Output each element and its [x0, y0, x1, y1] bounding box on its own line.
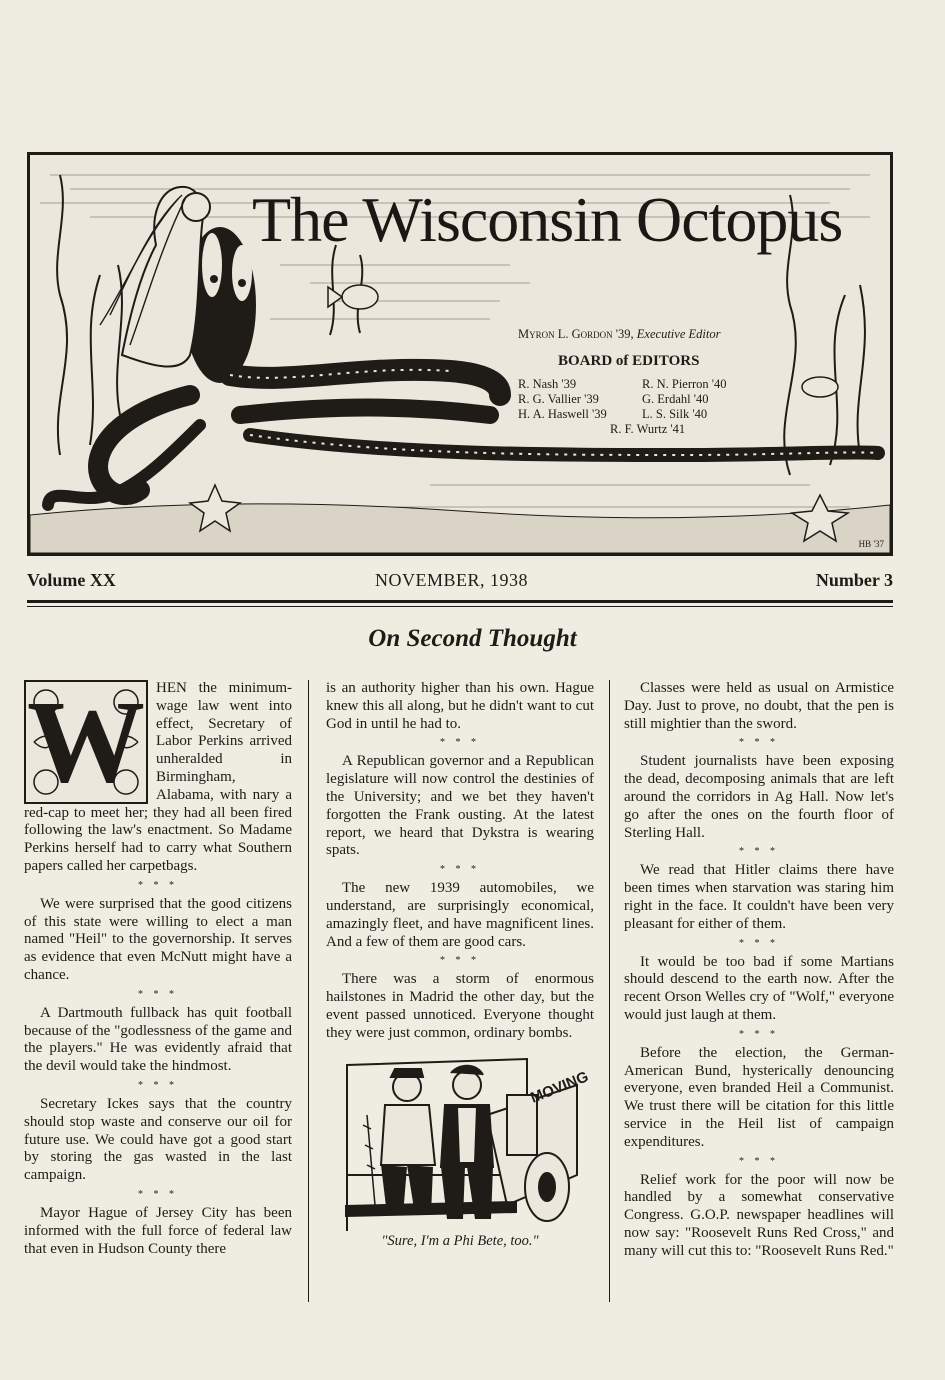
editor-name: R. N. Pierron '40 — [642, 377, 727, 391]
paragraph: The new 1939 automobiles, we understand, are surprisingly economical, amazingly fleet, and have magnificent lines. And a few of them are good cars. — [326, 880, 594, 950]
volume-label: Volume XX — [27, 570, 116, 590]
paragraph: Mayor Hague of Jersey City has been informed with the full force of federal law that even in Hudson County there — [24, 1204, 292, 1257]
paragraph: There was a storm of enormous hailstones in Madrid the other day, but the event passed unnoticed. Everyone thought they were just common, ordinary bombs. — [326, 971, 594, 1041]
editor-row — [518, 377, 818, 392]
column-1 — [24, 676, 292, 1258]
separator-stars: * * * — [739, 737, 779, 749]
board-of-editors-heading: BOARD of EDITORS — [558, 353, 700, 369]
cartoon-illustration — [337, 1055, 591, 1231]
executive-editor-role: Executive Editor — [636, 327, 721, 341]
magazine-title: The Wisconsin Octopus — [252, 184, 843, 255]
paragraph: We read that Hitler claims there have been times when starvation was staring him right in the face. It couldn't have been very pleasant for either of them. — [624, 862, 894, 932]
editor-name: R. F. Wurtz '41 — [610, 422, 686, 436]
decorative-drop-cap — [24, 676, 148, 807]
column-divider — [308, 680, 309, 1302]
editor-row — [518, 392, 818, 407]
drop-cap-letter: W — [27, 676, 145, 807]
editor-name: L. S. Silk '40 — [642, 407, 708, 421]
paragraph: Before the election, the German-American Bund, hysterically denouncing everyone, even branded Heil a Communist. We trust there will be citation for this little service in the Heil list of campaign expenditures. — [624, 1044, 894, 1150]
paragraph: Classes were held as usual on Armistice Day. Just to prove, no doubt, that the pen is still mightier than the sword. — [624, 680, 894, 732]
paragraph: HEN the minimum-wage law went into effect, Secretary of Labor Perkins arrived unheralded in Birmingham, Alabama, with nary a red-cap to meet her; they had all been fired following the law's enactment. So Madame Perkins herself had to carry what Southern papers called her carpetbags. — [24, 680, 292, 874]
section-title: On Second Thought — [368, 625, 577, 652]
executive-editor-line — [518, 327, 848, 342]
column-divider — [609, 680, 610, 1302]
separator-stars: * * * — [739, 937, 779, 949]
separator-stars: * * * — [739, 1028, 779, 1040]
separator-stars: * * * — [739, 846, 779, 858]
separator-stars: * * * — [138, 988, 178, 1000]
editor-name: H. A. Haswell '39 — [518, 407, 607, 421]
paragraph: Student journalists have been exposing the dead, decomposing animals that are left around the corridors in Ag Hall. Now let's go after the ones on the fourth floor of Sterling Hall. — [624, 753, 894, 841]
separator-stars: * * * — [138, 1079, 178, 1091]
moving-van-cartoon — [337, 1055, 591, 1231]
paragraph: is an authority higher than his own. Hague knew this all along, but he didn't want to cut God in until he had to. — [326, 680, 594, 732]
issue-info-bar — [27, 570, 893, 592]
column-3 — [624, 680, 894, 1261]
paragraph: It would be too bad if some Martians should descend to the earth now. After the recent Orson Welles cry of "Wolf," everyone would just laugh at them. — [624, 953, 894, 1023]
editor-name: G. Erdahl '40 — [642, 392, 709, 406]
paragraph: A Dartmouth fullback has quit football because of the "godlessness of the game and the players." He was evidently afraid that the devil would take the hindmost. — [24, 1004, 292, 1075]
double-rule-thick — [27, 600, 893, 603]
masthead-illustration — [27, 152, 893, 556]
column-2 — [326, 680, 594, 1250]
issue-date: NOVEMBER, 1938 — [375, 570, 529, 590]
separator-stars: * * * — [138, 1188, 178, 1200]
editor-row — [518, 407, 818, 422]
separator-stars: * * * — [440, 864, 480, 876]
paragraph: Relief work for the poor will now be handled by a somewhat conservative Congress. G.O.P. newspaper headlines will now say: "Roosevelt Runs Red Cross," and many will cut this to: "Roosevelt Runs Red." — [624, 1171, 894, 1259]
board-of-editors-list — [518, 377, 818, 437]
artist-signature: HB '37 — [858, 539, 884, 549]
cartoon-caption: "Sure, I'm a Phi Bete, too." — [381, 1232, 539, 1249]
paragraph: A Republican governor and a Republican legislature will now control the destinies of the University; and we bet they haven't forgotten the Frank ousting. At the latest report, we heard that Dykstra is wearing spats. — [326, 753, 594, 859]
paragraph: Secretary Ickes says that the country should stop waste and conserve our oil for future use. We could have got a good start by storing the gas wasted in the last campaign. — [24, 1095, 292, 1184]
separator-stars: * * * — [138, 879, 178, 891]
issue-number: Number 3 — [815, 570, 893, 590]
separator-stars: * * * — [739, 1155, 779, 1167]
separator-stars: * * * — [440, 955, 480, 967]
double-rule-thin — [27, 606, 893, 607]
cartoon-sign: MOVING — [528, 1067, 591, 1107]
separator-stars: * * * — [440, 737, 480, 749]
executive-editor-name: Myron L. Gordon '39, — [518, 327, 634, 341]
paragraph: We were surprised that the good citizens of this state were willing to elect a man named "Heil" to the governorship. It serves as evidence that even McNutt might have a chance. — [24, 895, 292, 983]
editor-name: R. Nash '39 — [518, 377, 577, 391]
editor-name: R. G. Vallier '39 — [518, 392, 599, 406]
